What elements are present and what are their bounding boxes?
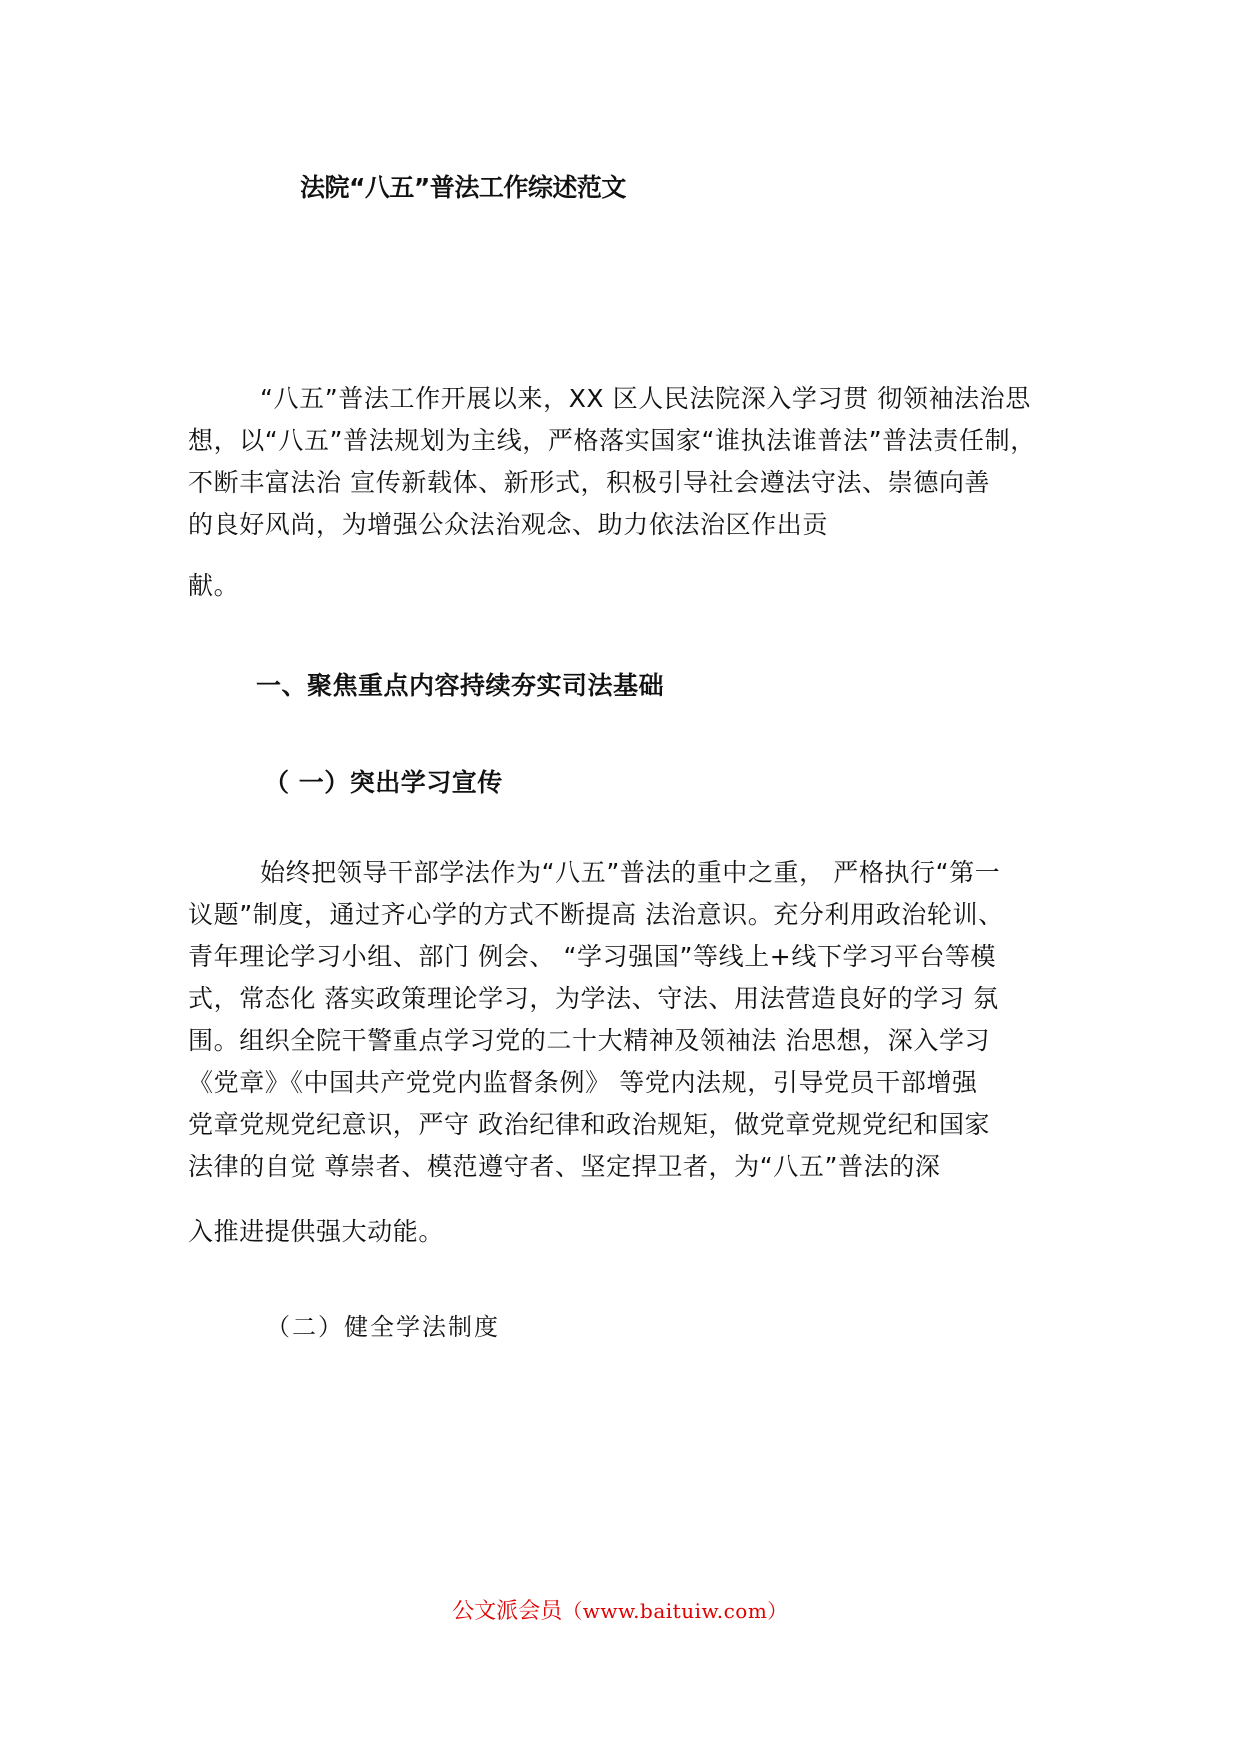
body-paragraph [188,852,1068,1188]
footer-watermark [0,1594,1240,1625]
subsection-heading: （二）健全学法制度 [266,1313,500,1341]
body-line: 议题”制度，通过齐心学的方式不断提高 法治意识。充分利用政治轮训、 [188,900,1004,929]
section-heading: 一、聚焦重点内容持续夯实司法基础 [256,671,665,700]
footer-brand: 公文派会员 [452,1599,563,1624]
intro-paragraph [188,378,1068,546]
document-title: 法院“八五”普法工作综述范文 [300,173,626,202]
body-paragraph-tail: 入推进提供强大动能。 [188,1217,445,1246]
intro-line: 想，以“八五”普法规划为主线，严格落实国家“谁执法谁普法”普法责任制， [188,426,1036,455]
body-line: 法律的自觉 尊崇者、模范遵守者、坚定捍卫者，为“八五”普法的深 [188,1152,941,1181]
body-line: 党章党规党纪意识，严守 政治纪律和政治规矩，做党章党规党纪和国家 [188,1110,991,1139]
intro-line: “八五”普法工作开展以来，XX 区人民法院深入学习贯 彻领袖法治思 [260,384,1031,413]
body-line: 青年理论学习小组、部门 例会、 “学习强国”等线上+线下学习平台等模 [188,942,997,971]
footer-url[interactable]: （www.baituiw.com） [562,1599,788,1623]
body-line: 围。组织全院干警重点学习党的二十大精神及领袖法 治思想，深入学习 [188,1026,991,1055]
intro-line: 的良好风尚，为增强公众法治观念、助力依法治区作出贡 [188,510,829,539]
intro-line: 不断丰富法治 宣传新载体、新形式，积极引导社会遵法守法、崇德向善 [188,468,991,497]
subsection-heading: （ 一）突出学习宣传 [264,768,503,797]
body-line: 式，常态化 落实政策理论学习，为学法、守法、用法营造良好的学习 氛 [188,984,999,1013]
body-line: 始终把领导干部学法作为“八五”普法的重中之重， 严格执行“第一 [260,858,1001,887]
intro-paragraph-tail: 献。 [188,571,240,600]
body-line: 《党章》《中国共产党党内监督条例》 等党内法规，引导党员干部增强 [188,1068,978,1097]
